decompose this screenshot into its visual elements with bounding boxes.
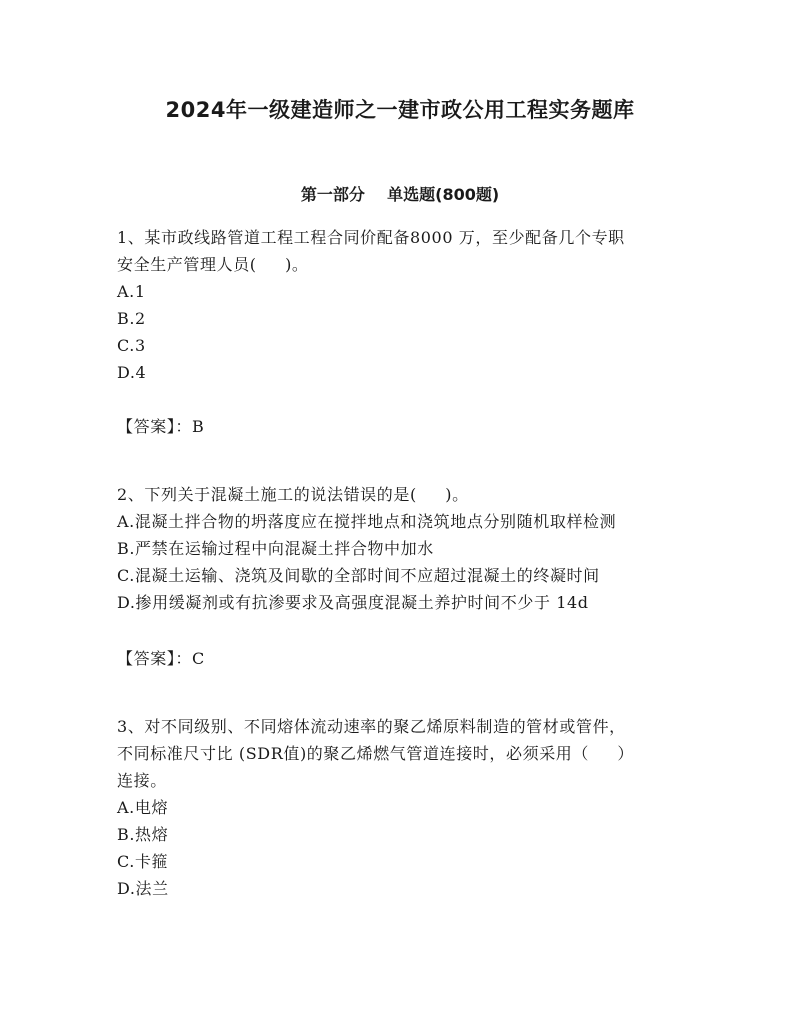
- question-stem-line: 连接。: [117, 771, 167, 790]
- option-c: C.卡箍: [117, 852, 169, 871]
- question-stem-line: 不同标准尺寸比 (SDR值)的聚乙烯燃气管道连接时，必须采用（ ）: [117, 744, 635, 763]
- option-d: D.法兰: [117, 879, 169, 898]
- question-stem-line: 3、对不同级别、不同熔体流动速率的聚乙烯原料制造的管材或管件，: [117, 717, 626, 736]
- option-b: B.严禁在运输过程中向混凝土拌合物中加水: [117, 539, 434, 558]
- option-c: C.3: [117, 336, 146, 355]
- answer-line: 【答案】：B: [117, 417, 205, 436]
- option-d: D.4: [117, 363, 147, 382]
- option-a: A.混凝土拌合物的坍落度应在搅拌地点和浇筑地点分别随机取样检测: [117, 512, 617, 531]
- question-stem-line: 1、某市政线路管道工程工程合同价配备8000 万，至少配备几个专职: [117, 228, 625, 247]
- option-c: C.混凝土运输、浇筑及间歇的全部时间不应超过混凝土的终凝时间: [117, 566, 600, 585]
- option-d: D.掺用缓凝剂或有抗渗要求及高强度混凝土养护时间不少于 14d: [117, 593, 589, 612]
- section-title: 第一部分 单选题(800题): [300, 185, 500, 204]
- option-a: A.电熔: [117, 798, 169, 817]
- option-b: B.热熔: [117, 825, 169, 844]
- answer-line: 【答案】：C: [117, 649, 205, 668]
- question-stem-line: 2、下列关于混凝土施工的说法错误的是( )。: [117, 485, 469, 504]
- option-b: B.2: [117, 309, 146, 328]
- question-stem-line: 安全生产管理人员( )。: [117, 255, 309, 274]
- option-a: A.1: [117, 282, 146, 301]
- document-title: 2024年一级建造师之一建市政公用工程实务题库: [165, 98, 635, 122]
